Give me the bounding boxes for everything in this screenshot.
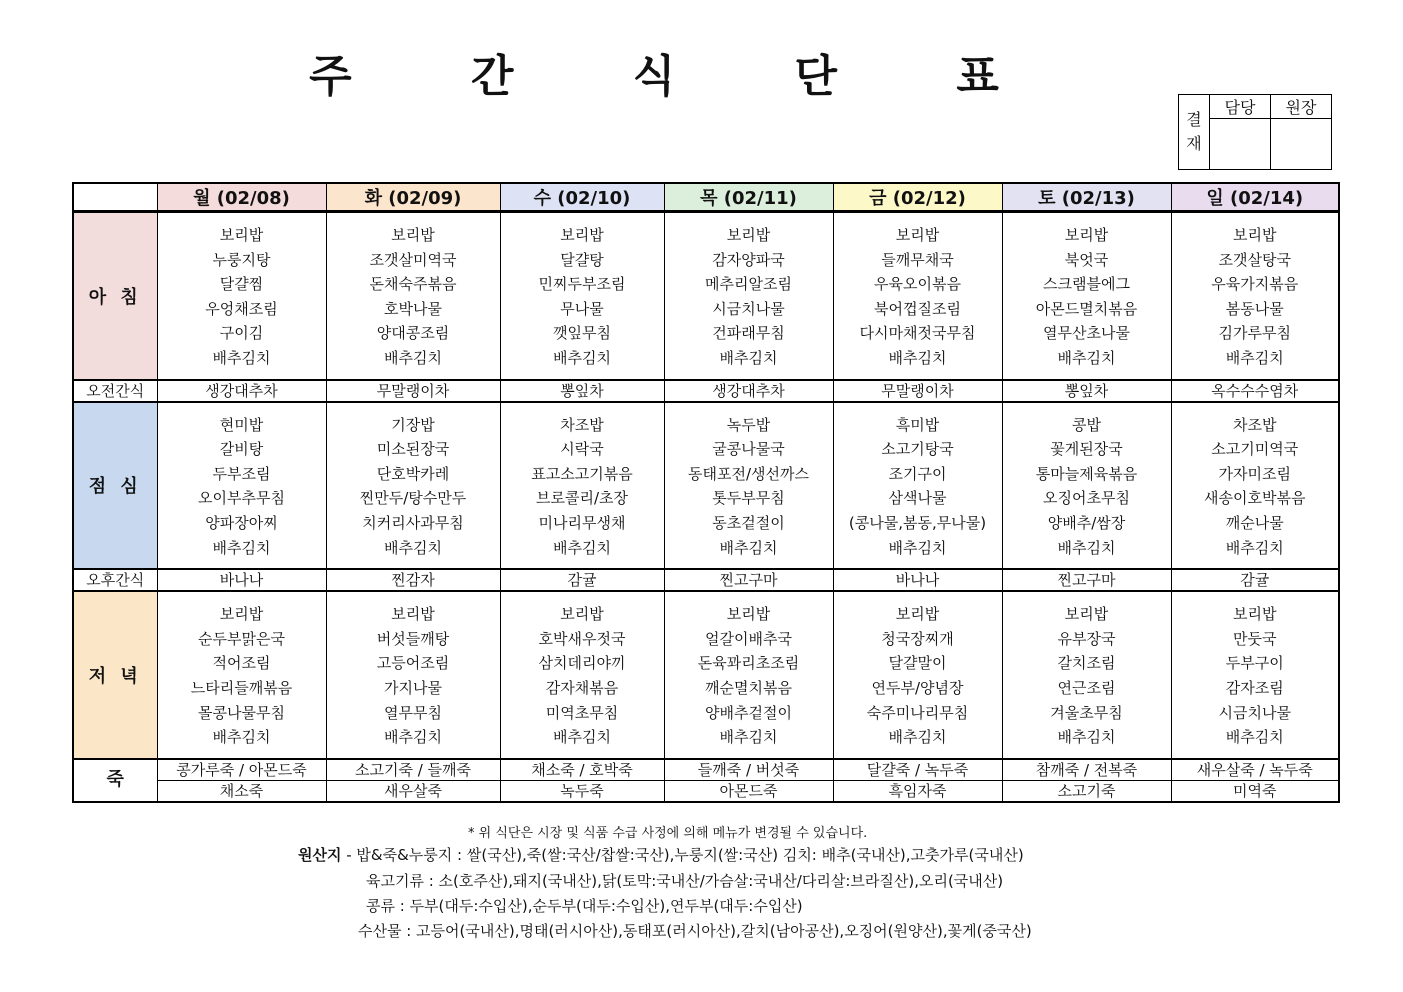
am-snack-thu: 생강대추차	[664, 380, 833, 402]
day-header-mon: 월 (02/08)	[157, 183, 326, 212]
menu-item: 봄동나물	[1225, 299, 1284, 318]
menu-item: 깨순멸치볶음	[705, 678, 792, 697]
menu-item: 배추김치	[888, 728, 947, 747]
menu-item: 감자양파국	[712, 250, 785, 269]
lunch-cell-fri	[833, 402, 1002, 570]
menu-item: 배추김치	[384, 728, 442, 747]
approval-label-line: 재	[1186, 134, 1202, 153]
menu-item: 보리밥	[391, 605, 435, 624]
porridge-label: 죽	[73, 759, 157, 802]
menu-item: 보리밥	[560, 226, 604, 244]
menu-item: 미역초무침	[545, 703, 619, 722]
porridge-row1-sat: 참깨죽 / 전복죽	[1002, 759, 1171, 781]
menu-item: 배추김치	[1225, 348, 1284, 367]
menu-item: 양배추겉절이	[705, 703, 792, 722]
menu-item: 배추김치	[719, 348, 778, 367]
menu-item: 몰콩나물무침	[198, 703, 285, 722]
am-snack-mon: 생강대추차	[157, 380, 326, 402]
menu-item: 양파장아찌	[205, 513, 278, 532]
porridge-row1-thu: 들깨죽 / 버섯죽	[664, 759, 833, 781]
page-title: 주 간 식 단 표	[309, 51, 1051, 102]
menu-item: 배추김치	[1225, 728, 1284, 747]
approval-sign-manager[interactable]	[1210, 119, 1271, 170]
menu-item: 메추리알조림	[705, 275, 792, 294]
menu-item: 흑미밥	[895, 415, 940, 434]
menu-item: 녹두밥	[726, 415, 771, 434]
pm-snack-thu: 찐고구마	[664, 569, 833, 591]
menu-item: 가지나물	[384, 678, 442, 697]
weekly-menu-table	[72, 182, 1340, 803]
pm-snack-label: 오후간식	[73, 569, 157, 591]
approval-col-manager: 담당	[1210, 95, 1271, 119]
menu-item: 삼색나물	[888, 489, 947, 508]
menu-item: 배추김치	[888, 348, 947, 367]
porridge-row1-tue: 소고기죽 / 들깨죽	[326, 759, 500, 781]
menu-item: 통마늘제육볶음	[1035, 464, 1138, 483]
menu-item: 배추김치	[212, 538, 271, 557]
porridge-row2-mon: 채소죽	[157, 780, 326, 802]
porridge-row2-sun: 미역죽	[1171, 780, 1339, 802]
menu-item: 보리밥	[391, 226, 435, 244]
approval-label-line: 결	[1186, 110, 1202, 129]
menu-item: 콩밥	[1072, 415, 1101, 434]
menu-item: 배추김치	[1225, 538, 1284, 557]
menu-item: 배추김치	[384, 538, 442, 557]
lunch-row	[73, 402, 1339, 570]
menu-item: 배추김치	[719, 728, 778, 747]
breakfast-cell-mon	[157, 212, 326, 380]
porridge-row-1	[73, 759, 1339, 781]
origin-line-4: 수산물 : 고등어(국내산),명태(러시아산),동태포(러시아산),갈치(남아공산),오징어(원양산),꽃게(중국산)	[358, 922, 1032, 940]
pm-snack-sun: 감귤	[1171, 569, 1339, 591]
menu-item: 들깨무채국	[881, 250, 954, 269]
dinner-cell-fri	[833, 591, 1002, 759]
menu-item: 감자채볶음	[545, 678, 619, 697]
porridge-row-2	[73, 780, 1339, 802]
breakfast-cell-wed	[500, 212, 664, 380]
lunch-cell-sat	[1002, 402, 1171, 570]
origin-rice: - 밥&죽&누룽지 : 쌀(국산),죽(쌀:국산/찹쌀:국산),누룽지(쌀:국산) 김치: 배추(국내산),고춧가루(국내산)	[341, 846, 1024, 864]
approval-box	[1178, 94, 1332, 170]
menu-item: 달걀찜	[219, 275, 264, 294]
lunch-cell-mon	[157, 402, 326, 570]
menu-item: 보리밥	[895, 226, 940, 244]
menu-item: 보리밥	[726, 605, 771, 624]
menu-item: 건파래무침	[712, 324, 785, 343]
day-header-row	[73, 183, 1339, 212]
menu-item: 보리밥	[1233, 226, 1277, 244]
menu-item: 굴콩나물국	[712, 440, 785, 459]
lunch-cell-thu	[664, 402, 833, 570]
pm-snack-mon: 바나나	[157, 569, 326, 591]
menu-item: 배추김치	[212, 348, 271, 367]
lunch-cell-sun	[1171, 402, 1339, 570]
origin-line-2: 육고기류 : 소(호주산),돼지(국내산),닭(토막:국내산/가슴살:국내산/다리살:브라질산),오리(국내산)	[366, 872, 1004, 890]
origin-line-3: 콩류 : 두부(대두:수입산),순두부(대두:수입산),연두부(대두:수입산)	[366, 897, 803, 915]
menu-item: 고등어조림	[376, 654, 450, 673]
menu-item: 돈육꽈리초조림	[697, 654, 800, 673]
am-snack-sat: 뽕잎차	[1002, 380, 1171, 402]
menu-item: 연근조림	[1057, 678, 1116, 697]
corner-cell	[73, 183, 157, 212]
breakfast-cell-sat	[1002, 212, 1171, 380]
pm-snack-row	[73, 569, 1339, 591]
menu-item: 오징어초무침	[1043, 489, 1130, 508]
menu-item: 구이김	[219, 324, 264, 343]
breakfast-cell-thu	[664, 212, 833, 380]
porridge-row1-fri: 달걀죽 / 녹두죽	[833, 759, 1002, 781]
am-snack-sun: 옥수수수염차	[1171, 380, 1339, 402]
menu-item: 감자조림	[1225, 678, 1284, 697]
menu-item: 호박새우젓국	[538, 629, 626, 648]
pm-snack-wed: 감귤	[500, 569, 664, 591]
dinner-row	[73, 591, 1339, 759]
menu-item: 현미밥	[219, 415, 264, 434]
dinner-cell-thu	[664, 591, 833, 759]
menu-item: 열무산초나물	[1043, 324, 1130, 343]
breakfast-cell-fri	[833, 212, 1002, 380]
am-snack-row	[73, 380, 1339, 402]
pm-snack-sat: 찐고구마	[1002, 569, 1171, 591]
menu-item: (콩나물,봄동,무나물)	[848, 513, 987, 532]
menu-item: 호박나물	[384, 299, 442, 318]
menu-item: 브로콜리/초장	[536, 489, 628, 508]
menu-item: 유부장국	[1057, 629, 1116, 648]
porridge-row2-tue: 새우살죽	[326, 780, 500, 802]
menu-item: 우육오이볶음	[874, 275, 961, 294]
breakfast-row	[73, 212, 1339, 380]
porridge-row2-wed: 녹두죽	[500, 780, 664, 802]
origin-label: 원산지	[298, 846, 342, 864]
porridge-row2-sat: 소고기죽	[1002, 780, 1171, 802]
menu-item: 보리밥	[1064, 226, 1109, 244]
menu-item: 배추김치	[212, 728, 271, 747]
dinner-cell-sun	[1171, 591, 1339, 759]
menu-item: 북어껍질조림	[874, 299, 961, 318]
breakfast-cell-sun	[1171, 212, 1339, 380]
menu-item: 배추김치	[719, 538, 778, 557]
menu-item: 숙주미나리무침	[866, 703, 969, 722]
menu-item: 달걀말이	[888, 654, 947, 673]
menu-item: 두부조림	[212, 464, 271, 483]
pm-snack-tue: 찐감자	[326, 569, 500, 591]
notice-text: * 위 식단은 시장 및 식품 수급 사정에 의해 메뉴가 변경될 수 있습니다.	[468, 826, 868, 841]
menu-item: 돈채숙주볶음	[369, 275, 457, 294]
menu-item: 우육가지볶음	[1211, 275, 1299, 294]
dinner-label: 저 녁	[73, 591, 157, 759]
menu-item: 찐만두/탕수만두	[359, 489, 467, 508]
menu-item: 차조밥	[560, 415, 604, 434]
menu-item: 보리밥	[726, 226, 771, 244]
menu-item: 삼치데리야끼	[538, 654, 626, 673]
porridge-row1-wed: 채소죽 / 호박죽	[500, 759, 664, 781]
menu-item: 스크램블에그	[1043, 275, 1130, 294]
menu-item: 양대콩조림	[376, 324, 450, 343]
dinner-cell-mon	[157, 591, 326, 759]
menu-item: 갈비탕	[219, 440, 264, 459]
menu-item: 보리밥	[219, 226, 264, 244]
breakfast-label: 아 침	[73, 212, 157, 380]
menu-item: 가자미조림	[1218, 464, 1291, 483]
menu-item: 버섯들깨탕	[376, 629, 450, 648]
lunch-cell-tue	[326, 402, 500, 570]
menu-item: 다시마채젓국무침	[859, 324, 976, 343]
menu-item: 배추김치	[888, 538, 947, 557]
am-snack-label: 오전간식	[73, 380, 157, 402]
menu-item: 느타리들깨볶음	[190, 678, 293, 697]
origin-line-1	[298, 844, 1024, 865]
menu-item: 무나물	[560, 299, 604, 318]
menu-item: 기장밥	[391, 415, 435, 434]
porridge-row1-sun: 새우살죽 / 녹두죽	[1171, 759, 1339, 781]
menu-item: 배추김치	[1057, 538, 1116, 557]
dinner-cell-wed	[500, 591, 664, 759]
menu-item: 양배추/쌈장	[1047, 513, 1126, 532]
menu-item: 보리밥	[560, 605, 604, 624]
menu-item: 소고기탕국	[881, 440, 954, 459]
menu-item: 얼갈이배추국	[705, 629, 792, 648]
menu-item: 미나리무생채	[538, 513, 626, 532]
menu-item: 배추김치	[553, 348, 611, 367]
pm-snack-fri: 바나나	[833, 569, 1002, 591]
menu-item: 누룽지탕	[212, 250, 271, 269]
day-header-thu: 목 (02/11)	[664, 183, 833, 212]
menu-item: 조갯살탕국	[1218, 250, 1291, 269]
menu-item: 배추김치	[553, 538, 611, 557]
menu-item: 배추김치	[384, 348, 442, 367]
day-header-fri: 금 (02/12)	[833, 183, 1002, 212]
porridge-row2-fri: 흑임자죽	[833, 780, 1002, 802]
dinner-cell-sat	[1002, 591, 1171, 759]
menu-item: 배추김치	[553, 728, 611, 747]
menu-item: 단호박카레	[376, 464, 450, 483]
menu-item: 연두부/양념장	[871, 678, 964, 697]
menu-item: 톳두부무침	[712, 489, 785, 508]
menu-item: 열무무침	[384, 703, 442, 722]
menu-item: 김가루무침	[1218, 324, 1291, 343]
menu-item: 미소된장국	[376, 440, 450, 459]
menu-item: 민찌두부조림	[538, 275, 626, 294]
menu-item: 배추김치	[1057, 728, 1116, 747]
menu-item: 순두부맑은국	[198, 629, 285, 648]
breakfast-cell-tue	[326, 212, 500, 380]
day-header-wed: 수 (02/10)	[500, 183, 664, 212]
porridge-row2-thu: 아몬드죽	[664, 780, 833, 802]
lunch-label: 점 심	[73, 402, 157, 570]
menu-item: 꽃게된장국	[1050, 440, 1123, 459]
menu-item: 깻잎무침	[553, 324, 611, 343]
menu-item: 보리밥	[1064, 605, 1109, 624]
am-snack-fri: 무말랭이차	[833, 380, 1002, 402]
menu-item: 우엉채조림	[205, 299, 278, 318]
menu-item: 조갯살미역국	[369, 250, 457, 269]
menu-item: 오이부추무침	[198, 489, 285, 508]
am-snack-tue: 무말랭이차	[326, 380, 500, 402]
approval-sign-director[interactable]	[1271, 119, 1332, 170]
menu-item: 아몬드멸치볶음	[1035, 299, 1138, 318]
menu-item: 달걀탕	[560, 250, 604, 269]
am-snack-wed: 뽕잎차	[500, 380, 664, 402]
day-header-sat: 토 (02/13)	[1002, 183, 1171, 212]
lunch-cell-wed	[500, 402, 664, 570]
menu-item: 새송이호박볶음	[1204, 489, 1306, 508]
menu-item: 시금치나물	[1218, 703, 1291, 722]
menu-item: 깨순나물	[1225, 513, 1284, 532]
menu-item: 갈치조림	[1057, 654, 1116, 673]
menu-item: 적어조림	[212, 654, 271, 673]
menu-item: 두부구이	[1225, 654, 1284, 673]
menu-item: 소고기미역국	[1211, 440, 1299, 459]
menu-item: 보리밥	[219, 605, 264, 624]
approval-col-director: 원장	[1271, 95, 1332, 119]
menu-item: 동태포전/생선까스	[688, 464, 809, 483]
menu-item: 차조밥	[1233, 415, 1277, 434]
menu-item: 동초겉절이	[712, 513, 785, 532]
menu-item: 청국장찌개	[881, 629, 954, 648]
menu-item: 보리밥	[895, 605, 940, 624]
approval-label	[1179, 95, 1210, 170]
menu-item: 만둣국	[1233, 629, 1277, 648]
menu-item: 시금치나물	[712, 299, 785, 318]
menu-item: 조기구이	[888, 464, 947, 483]
menu-item: 배추김치	[1057, 348, 1116, 367]
dinner-cell-tue	[326, 591, 500, 759]
menu-item: 표고소고기볶음	[531, 464, 633, 483]
day-header-tue: 화 (02/09)	[326, 183, 500, 212]
menu-item: 치커리사과무침	[362, 513, 464, 532]
menu-item: 시락국	[560, 440, 604, 459]
menu-item: 북엇국	[1064, 250, 1109, 269]
menu-item: 보리밥	[1233, 605, 1277, 624]
day-header-sun: 일 (02/14)	[1171, 183, 1339, 212]
menu-item: 겨울초무침	[1050, 703, 1123, 722]
porridge-row1-mon: 콩가루죽 / 아몬드죽	[157, 759, 326, 781]
